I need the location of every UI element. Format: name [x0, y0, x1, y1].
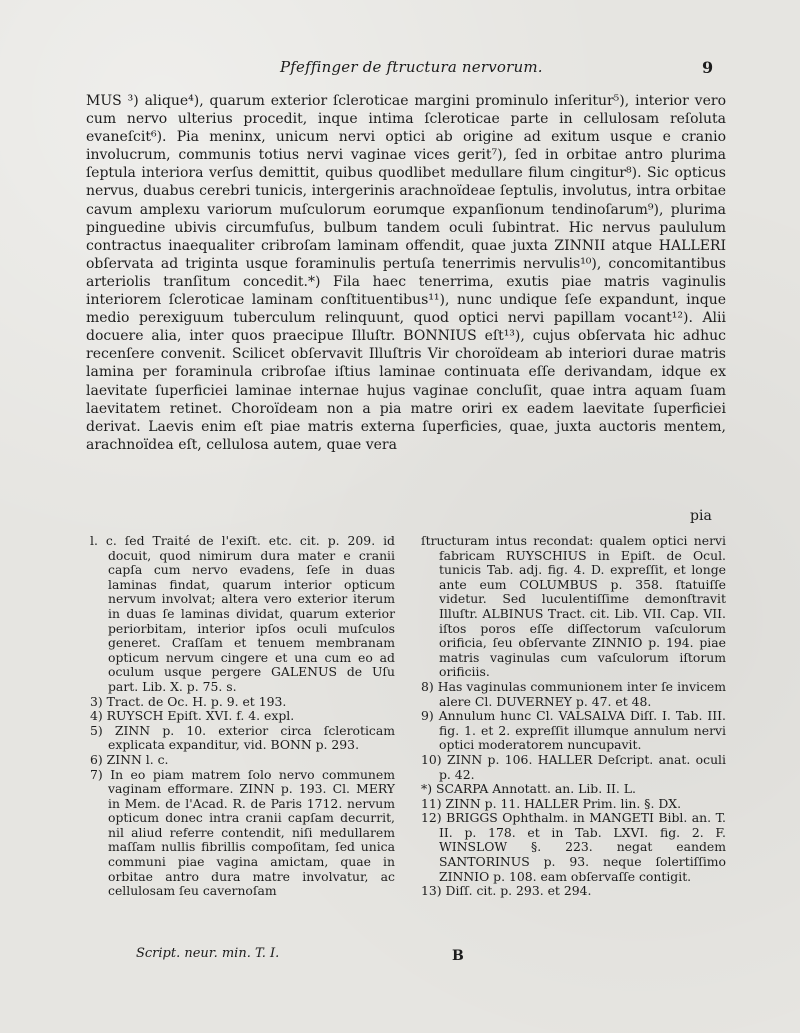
footnote-column-left: [90, 534, 395, 974]
footnote: 13) Diſſ. cit. p. 293. et 294.: [421, 883, 592, 899]
footnote: 4) RUYSCH Epiſt. XVI. f. 4. expl.: [90, 708, 295, 724]
signature-mark: B: [452, 948, 464, 964]
page-number: 9: [702, 58, 714, 77]
footnote: 10) ZINN p. 106. HALLER Deſcript. anat. oculi p. 42.: [421, 751, 726, 782]
footnote: 11) ZINN p. 11. HALLER Prim. lin. §. DX.: [421, 795, 682, 811]
footnote: 12) BRIGGS Ophthalm. in MANGETI Bibl. an. T. II. p. 178. et in Tab. LXVI. fig. 2. F. WINSLOW §. 223. negat eandem SANTORINUS p. 93. neque ſolertiſſimo ZINNIO p. 108. eam obſervaſſe contigit.: [421, 810, 726, 884]
footnote: 7) In eo piam matrem ſolo nervo communem vaginam efformare. ZINN p. 193. Cl. MERY in Mem. de l'Acad. R. de Paris 1712. nervum opticum donec intra cranii capſam decurrit, nil aliud referre contendit, niſi medullarem maſſam nullis fibrillis compoſitam, ſed unica communi piae vagina amictam, quae in orbitae antro dura matre involvatur, ac cellulosam ſeu cavernoſam: [90, 766, 395, 899]
footnote: 8) Has vaginulas communionem inter ſe invicem alere Cl. DUVERNEY p. 47. et 48.: [421, 678, 726, 709]
footnotes: [90, 534, 726, 974]
footnote-column-right: [421, 534, 726, 974]
footnote: l. c. ſed Traité de l'exiſt. etc. cit. p. 209. id docuit, quod nimirum dura mater e cranii capſa cum nervo evadens, ſeſe in duas laminas findat, quarum interior opticum nervum involvat; altera vero exterior iterum in duas ſe laminas dividat, quarum exterior periorbitam, interior ipſos oculi muſculos generet. Craſſam et tenuem membranam opticum nervum cingere et una cum eo ad oculum usque pergere GALENUS de Uſu part. Lib. X. p. 75. s.: [90, 533, 395, 694]
running-head: [0, 58, 800, 82]
footnote: 6) ZINN l. c.: [90, 751, 169, 767]
footnote: 3) Tract. de Oc. H. p. 9. et 193.: [90, 693, 287, 709]
signature-left: Script. neur. min. T. I.: [136, 946, 280, 961]
footnote: 5) ZINN p. 10. exterior circa ſcleroticam explicata expanditur, vid. BONN p. 293.: [90, 722, 395, 753]
main-paragraph: MUS ³) alique⁴), quarum exterior ſcleroticae margini prominulo inſeritur⁵), interior vero cum nervo ulterius procedit, inque intima ſcleroticae parte in cellulosam reſoluta evaneſcit⁶). Pia meninx, unicum nervi optici ab origine ad exitum usque e cranio involucrum, communis totius nervi vaginae vices gerit⁷), ſed in orbitae antro plurima ſeptula interiora verſus demittit, quibus quodlibet medullare filum cingitur⁸). Sic opticus nervus, duabus cerebri tunicis, intergerinis arachnoïdeae ſeptulis, involutus, intra orbitae cavum amplexu variorum muſculorum eorumque expanſionum tendinoſarum⁹), plurima pinguedine ubivis circumfuſus, bulbum tandem oculi ſubintrat. Hic nervus paululum contractus inaequaliter cribroſam laminam offendit, quae juxta ZINNII atque HALLERI obſervata ad triginta usque foraminulis pertuſa tenerrimis nervulis¹⁰), concomitantibus arteriolis tranſitum concedit.*) Fila haec tenerrima, exutis piae matris vaginulis interiorem ſcleroticae laminam conſtituentibus¹¹), nunc undique ſeſe expandunt, inque medio perexiguum tuberculum relinquunt, quod optici nervi papillam vocant¹²). Alii docuere alia, inter quos praecipue Illuſtr. BONNIUS eſt¹³), cujus obſervata hic adhuc recenſere convenit. Scilicet obſervavit Illuſtris Vir choroïdeam ab interiori durae matris lamina per foraminula cribroſae iſtius laminae continuata eſſe derivandam, idque ex laevitate ſuperficiei laminae internae hujus vaginae concluſit, quae intra aquam ſuam laevitatem retinet. Choroïdeam non a pia matre oriri ex eadem laevitate ſuperficiei derivat. Laevis enim eſt piae matris externa ſuperficies, quae, juxta auctoris mentem, arachnoïdea eſt, cellulosa autem, quae vera: [86, 93, 726, 453]
footnote: 9) Annulum hunc Cl. VALSALVA Diſſ. I. Tab. III. fig. 1. et 2. expreſſit illumque annulum nervi optici moderatorem nuncupavit.: [421, 708, 726, 753]
running-title: Pfeffinger de ftructura nervorum.: [280, 58, 543, 76]
footnote: ſtructuram intus recondat: qualem optici nervi fabricam RUYSCHIUS in Epiſt. de Ocul. tunicis Tab. adj. fig. 4. D. expreſſit, et longe ante eum COLUMBUS p. 358. ſtatuiſſe videtur. Sed luculentiſſime demonſtravit Illuſtr. ALBINUS Tract. cit. Lib. VII. Cap. VII. iſtos poros eſſe diſſectorum vaſculorum orificia, ſeu obſervante ZINNIO p. 194. piae matris vaginulas cum vaſculorum iſtorum orificiis.: [421, 533, 726, 680]
catchword: pia: [690, 508, 712, 524]
footnote: *) SCARPA Annotatt. an. Lib. II. L.: [421, 781, 636, 797]
main-text: [86, 92, 726, 454]
